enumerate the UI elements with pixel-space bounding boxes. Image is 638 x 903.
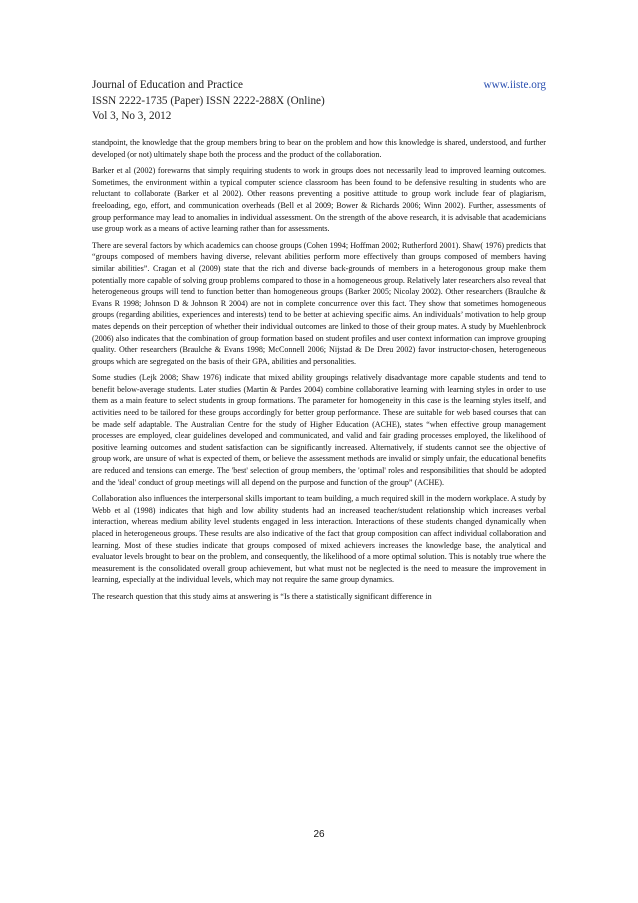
journal-website-link[interactable]: www.iiste.org [483, 79, 546, 91]
paragraph: Some studies (Lejk 2008; Shaw 1976) indicate that mixed ability groupings relatively disadvantage more capable students and tend to benefit below-average students. Later studies (Martin & Pardes 2004) combine collaborative learning with learning styles in order to use them as a main feature to select students in group formations. The parameter for homogeneity in this case is the learning styles itself, and activities need to be tailored for these groups accordingly for better group performance. These are suitable for web based courses that can be made self adaptable. The Australian Centre for the study of Higher Education (ACHE), states “when effective group management processes are employed, clear guidelines developed and communicated, and valid and fair grading processes employed, the likelihood of positive learning outcomes and student satisfaction can be significantly increased. Alternatively, if students cannot see the objective of group work, are unsure of what is expected of them, or believe the assessment methods are invalid or simply unfair, the educational benefits are reduced and tensions can emerge. The 'best' selection of group members, the 'optimal' roles and responsibilities that should be adopted and the 'ideal' conduct of group meetings will all depend on the purpose and function of the group” (ACHE). [92, 373, 546, 487]
paragraph: Collaboration also influences the interpersonal skills important to team building, a much required skill in the modern workplace. A study by Webb et al (1998) indicates that high and low ability students had an increased teacher/student relationship which increases verbal interaction, whereas medium ability level students engaged in less interaction. Interactions of these students changed dynamically when placed in heterogeneous groups. These results are also indicative of the fact that group composition can affect individual collaboration and learning. Most of these studies indicate that groups composed of mixed achievers increases the knowledge base, the analytical and evaluator levels brought to bear on the problem, and consequently, the likelihood of a more optimal solution. This is notably true where the measurement is the consolidated overall group achievement, but what must not be neglected is the need to measure the improvement in learning, especially at the individual levels, which may not require the same group dynamics. [92, 494, 546, 585]
header-row-1 [92, 78, 546, 94]
paragraph: standpoint, the knowledge that the group members bring to bear on the problem and how this knowledge is shared, understood, and further developed (or not) ultimately shape both the process and the product of the collaboration. [92, 138, 546, 159]
issn-line: ISSN 2222-1735 (Paper) ISSN 2222-288X (Online) [92, 94, 325, 107]
paragraph: Barker et al (2002) forewarns that simply requiring students to work in groups does not necessarily lead to improved learning outcomes. Sometimes, the environment within a typical computer science classroom has been found to be defensive resulting in students who are reluctant to collaborate (Barker et al 2002). Other reasons preventing a positive attitude to group work include fear of plagiarism, freeloading, ego, effort, and communication overheads (Bell et al 2009; Bower & Richards 2006; Winn 2002). Further, assessments of group performance may lead to anomalies in individual assessment. On the strength of the above research, it is advisable that academicians use group work as a means of active learning rather than for assessments. [92, 166, 546, 234]
journal-title: Journal of Education and Practice [92, 79, 243, 91]
volume-line: Vol 3, No 3, 2012 [92, 110, 172, 122]
paragraph: The research question that this study aims at answering is “Is there a statistically significant difference in [92, 591, 432, 601]
paragraph: There are several factors by which academics can choose groups (Cohen 1994; Hoffman 2002; Rutherford 2001). Shaw( 1976) predicts that “groups composed of members having diverse, relevant abilities perform more effectively than groups composed of members having similar abilities”. Cragan et al (2009) state that the rich and diverse back-grounds of members in a heterogonous group make them potentially more capable of solving group problems compared to those in a homogeneous group. Relatively later researchers also reveal that heterogeneous groups will tend to function better than homogeneous groups (Barker 2005; Nicolay 2002). Other researchers (Braulche & Evans R 1998; Johnson D & Johnson R 2004) are not in complete concurrence over this fact. They show that sometimes homogeneous groups (regarding abilities, experiences and interests) tend to be better at achieving specific aims. An individuals’ motivation to help group mates depends on their perception of whether their individual outcomes are linked to those of their group mates. A study by Muehlenbrock (2006) also indicates that the combination of group formation based on student profiles and user context information can improve grouping quality. Other researchers (Braulche & Evans 1998; McConnell 2006; Nijstad & De Dreu 2002) favor instructor-chosen, heterogeneous groups which are segregated on the basis of their GPA, abilities and personalities. [92, 240, 547, 366]
article-body [92, 137, 546, 608]
page-number: 26 [313, 829, 325, 840]
page-header [92, 78, 546, 125]
